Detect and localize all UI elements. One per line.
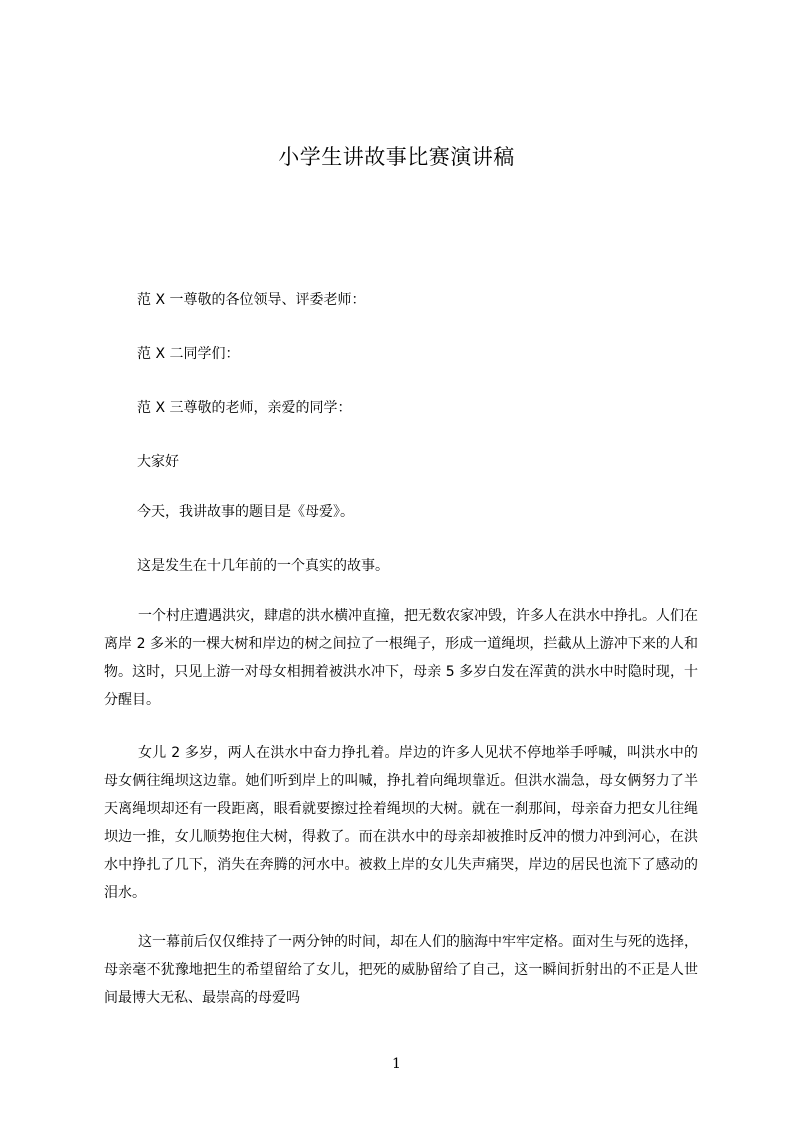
greeting-line: 范 X 一尊敬的各位领导、评委老师：	[137, 292, 366, 308]
story-paragraph: 一个村庄遭遇洪灾，肆虐的洪水横冲直撞，把无数农家冲毁，许多人在洪水中挣扎。人们在离岸 2 多米的一棵大树和岸边的树之间拉了一根绳子，形成一道绳坝，拦截从上游冲下来的人和物。这时，只见上游一对母女相拥着被洪水冲下，母亲 5 多岁白发在浑黄的洪水中时隐时现，十分醒目。	[104, 608, 698, 708]
page-number: 1	[392, 1056, 401, 1072]
story-intro-line: 这是发生在十几年前的一个真实的故事。	[137, 558, 389, 574]
greeting-line: 范 X 三尊敬的老师，亲爱的同学：	[137, 400, 352, 416]
story-paragraph: 这一幕前后仅仅维持了一两分钟的时间，却在人们的脑海中牢牢定格。面对生与死的选择，母亲毫不犹豫地把生的希望留给了女儿，把死的威胁留给了自己，这一瞬间折射出的不正是人世间最博大无私、最崇高的母爱吗	[104, 934, 698, 1006]
greeting-line: 大家好	[137, 454, 179, 470]
story-title-line: 今天，我讲故事的题目是《母爱》。	[137, 504, 354, 520]
greeting-line: 范 X 二同学们：	[137, 346, 240, 362]
document-title: 小学生讲故事比赛演讲稿	[278, 145, 515, 169]
story-paragraph: 女儿 2 多岁，两人在洪水中奋力挣扎着。岸边的许多人见状不停地举手呼喊，叫洪水中的母女俩往绳坝这边靠。她们听到岸上的叫喊，挣扎着向绳坝靠近。但洪水湍急，母女俩努力了半天离绳坝却还有一段距离，眼看就要擦过拴着绳坝的大树。就在一刹那间，母亲奋力把女儿往绳坝边一推，女儿顺势抱住大树，得救了。而在洪水中的母亲却被推时反冲的惯力冲到河心，在洪水中挣扎了几下，消失在奔腾的河水中。被救上岸的女儿失声痛哭，岸边的居民也流下了感动的泪水。	[104, 745, 698, 901]
